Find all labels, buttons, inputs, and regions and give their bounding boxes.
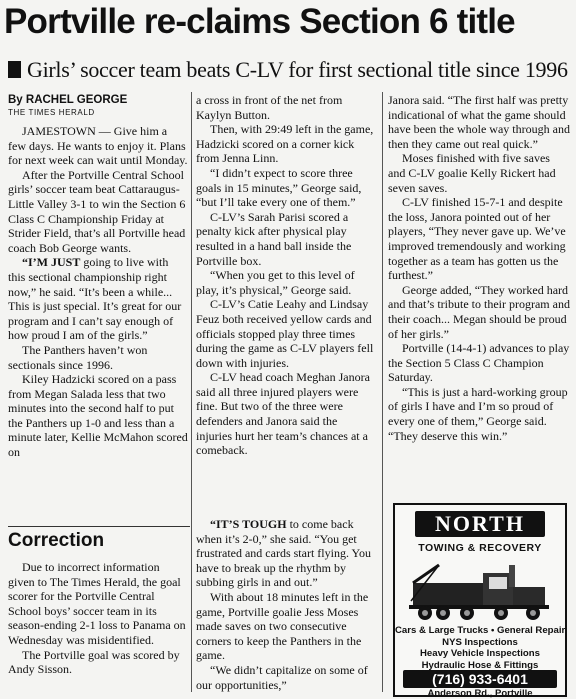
paragraph-lead-in: “I’M JUST (22, 255, 81, 270)
paragraph-text: C-LV head coach Meghan Janora said all three injured players were fine. But two of the three were defenders and Janora said the injuries hurt her team’s chances at a comeback. (196, 370, 370, 458)
paragraph-text: “I didn’t expect to score three goals in 15 minutes,” George said, “but I’ll take every one of them.” (196, 165, 362, 210)
correction-paragraph: Due to incorrect information given to The Times Herald, the goal scorer for the Portville Central School boys’ soccer team in its season-ending 2-1 loss to Panama on Wednesday was misidentified. (8, 560, 186, 647)
headline: Portville re-claims Section 6 title (4, 2, 515, 41)
paragraph-text: Janora said. “The first half was pretty indicational of what the game should have been the whole way through and then they came out real quick.” (388, 93, 570, 151)
paragraph-text: Moses finished with five saves and C-LV goalie Kelly Rickert had seven saves. (388, 151, 556, 195)
paragraph (388, 151, 570, 195)
column-divider (382, 92, 383, 692)
paragraph (196, 370, 376, 458)
correction-body (8, 560, 188, 677)
ad-phone[interactable]: (716) 933-6401 (403, 670, 557, 688)
paragraph-text: With about 18 minutes left in the game, Portville goalie Jess Moses made saves on two consecutive corners to keep the Panthers in the game. (196, 589, 369, 663)
column-divider (191, 92, 192, 692)
article-column-3 (388, 93, 570, 443)
correction-paragraph: The Portville goal was scored by Andy Sisson. (8, 647, 180, 677)
subhead (8, 57, 568, 83)
ad-services (395, 625, 565, 671)
paragraph (388, 195, 570, 283)
ad-service-line: Cars & Large Trucks • General Repair (395, 625, 566, 636)
paragraph (196, 590, 376, 663)
paragraph-text: “When you get to this level of play, it’s physical,” George said. (196, 268, 355, 297)
paragraph (388, 341, 570, 385)
paragraph-text: The Panthers haven’t won sectionals since 1996. (8, 342, 148, 372)
paragraph (8, 343, 188, 372)
paragraph (196, 166, 376, 210)
ad-service-line: NYS Inspections (442, 636, 518, 648)
paragraph-text: Then, with 29:49 left in the game, Hadzicki scored on a corner kick from Jenna Linn. (196, 122, 374, 166)
bullet-square-icon (8, 61, 21, 78)
paragraph-text: C-LV’s Sarah Parisi scored a penalty kick after physical play resulted in a hand ball inside the Portville box. (196, 209, 352, 268)
paragraph-text: “This is just a hard-working group of girls I have and I’m so proud of every one of them,” George said. “They deserve this win.” (388, 384, 568, 443)
paragraph (196, 122, 376, 166)
tow-truck-icon (409, 561, 551, 625)
paragraph-text: Portville (14-4-1) advances to play the Section 5 Class C Champion Saturday. (388, 341, 570, 385)
paragraph-text: George added, “They worked hard and that’s tribute to their program and their coach... Megan should be proud of her girls.” (388, 282, 570, 341)
paragraph (8, 168, 188, 256)
subhead-text: Girls’ soccer team beats C-LV for first sectional title since 1996 (27, 57, 568, 82)
paragraph-text: JAMESTOWN — Give him a few days. He wants to enjoy it. Plans for next week can wait until Monday. (8, 124, 188, 168)
paragraph-text: a cross in front of the net from Kaylyn Button. (196, 93, 343, 122)
byline-source: THE TIMES HERALD (8, 108, 95, 117)
paragraph (8, 372, 188, 460)
paragraph (388, 385, 570, 443)
correction-title: Correction (8, 526, 190, 552)
paragraph-text: Kiley Hadzicki scored on a pass from Megan Salada less that two minutes into the second half to put the Panthers up 1-0 and less than a minute later, Kellie McMahon scored on (8, 372, 188, 460)
paragraph (196, 210, 376, 268)
paragraph-text: “We didn’t capitalize on some of our opportunities,” (196, 662, 368, 692)
paragraph (196, 517, 376, 590)
paragraph-text: to come back when it’s 2-0,” she said. “You get frustrated and cards start flying. You have to break up the rhythm by subbing girls in and out.” (196, 517, 371, 590)
advertisement[interactable] (393, 503, 567, 697)
article-column-2-continued (196, 517, 376, 692)
paragraph-lead-in: “IT’S TOUGH (210, 517, 287, 531)
paragraph (388, 283, 570, 341)
paragraph (196, 268, 376, 297)
ad-address: Anderson Rd., Portville (427, 688, 533, 699)
byline: By RACHEL GEORGE (8, 94, 128, 106)
ad-tagline: TOWING & RECOVERY (418, 542, 542, 554)
paragraph (388, 93, 570, 151)
paragraph-text: After the Portville Central School girls’ soccer team beat Cattaraugus-Little Valley 3-1 to win the Section 6 Class C Championship Friday at Strider Field, that’s all Portville head coach Bob George wants. (8, 167, 186, 255)
paragraph-text: going to live with this sectional championship right now,” he said. “It’s been a while... This is just special. It’s great for our program and I can’t say enough of how proud I am of the girls.” (8, 255, 182, 343)
ad-service-line: Heavy Vehicle Inspections (420, 648, 540, 659)
paragraph-text: C-LV finished 15-7-1 and despite the loss, Janora pointed out of her players, “They never gave up. We’ve improved tremendously and working together as a team has gotten us the furthest.” (388, 195, 566, 283)
paragraph (196, 93, 376, 122)
paragraph-text: C-LV’s Catie Leahy and Lindsay Feuz both received yellow cards and officials stopped play three times during the game as C-LV players fell down with injuries. (196, 297, 374, 370)
paragraph (196, 663, 376, 692)
ad-service-line: Hydraulic Hose & Fittings (421, 659, 539, 671)
ad-logo: NORTH (415, 511, 545, 537)
paragraph (8, 255, 188, 343)
paragraph (8, 124, 188, 168)
article-column-2 (196, 93, 376, 458)
paragraph (196, 297, 376, 370)
article-column-1 (8, 124, 188, 460)
